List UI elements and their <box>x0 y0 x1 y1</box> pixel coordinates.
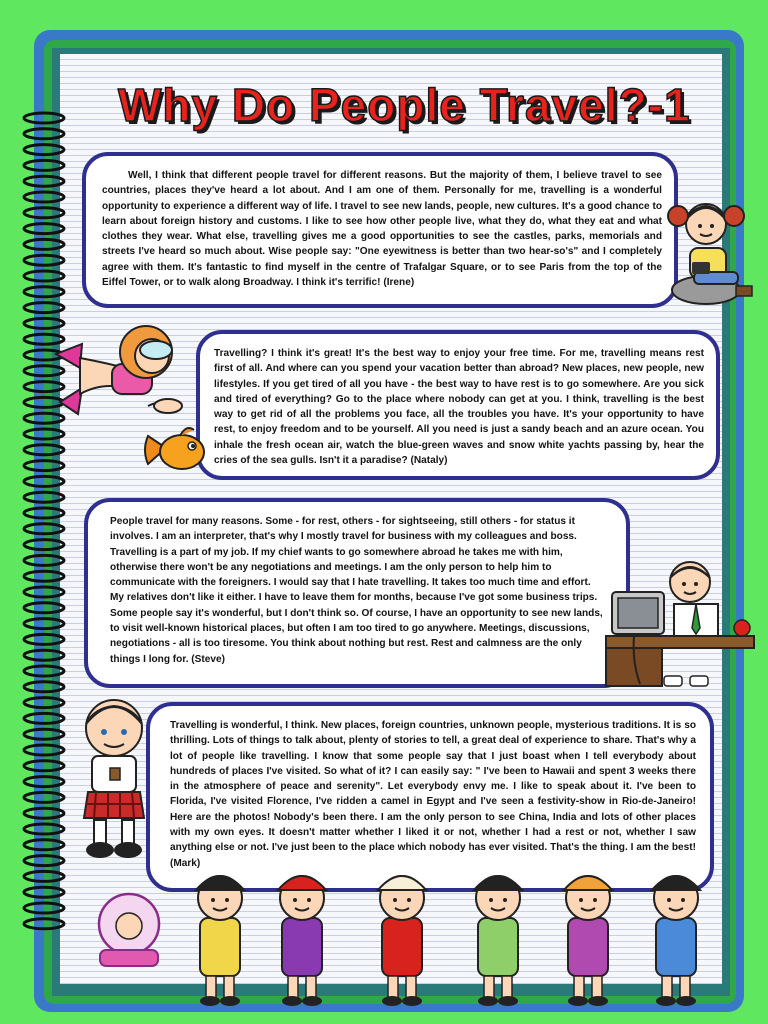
boy-at-desk-computer-icon <box>604 552 756 694</box>
spiral-ring <box>24 603 64 613</box>
spiral-ring <box>24 303 64 313</box>
spiral-ring <box>24 824 64 834</box>
costume-child-5 <box>564 876 612 1006</box>
spiral-ring <box>24 129 64 139</box>
spiral-ring <box>24 492 64 502</box>
spiral-ring <box>24 555 64 565</box>
paragraph-nataly: Travelling? I think it's great! It's the best way to enjoy your free time. For me, travelling means rest first of all. And where can you spend your vacation better than abroad? New places, new people, new lifestyles. If you get tired of all you have - the best way to have rest is to go somewhere. Are you sick and tired of everything? Go to the place where nobody can get at you. I think, travelling is the best way to get rid of all the problems you face, all the troubles you have. It's your opportunity to have rest, to enjoy freedom and to be yourself. All you need is just a sandy beach and an azure ocean. You inhale the fresh ocean air, watch the blue-green waves and snow white yachts passing by, hear the cries of the sea gulls. Isn't it a paradise? (Nataly) <box>214 348 704 467</box>
spiral-ring <box>24 650 64 660</box>
spiral-ring <box>24 840 64 850</box>
goldfish-icon <box>140 418 210 484</box>
costume-child-6 <box>652 876 700 1006</box>
girl-with-camera-icon <box>664 186 760 310</box>
paragraph-steve: People travel for many reasons. Some - for rest, others - for sightseeing, still others - for status it involves. I am an interpreter, that's why I mostly travel for business with my colleagues and boss. Travelling is a part of my job. If my chief wants to go somewhere abroad he takes me with him, otherwise there won't be any negotiations and meetings. I am the only person to help him to communicate with the foreigners. I would say that I hate travelling. It takes too much time and effort. My relatives don't like it either. I have to leave them for months, because I've got some business trips. Some people say it's wonderful, but I don't think so. Of course, I have an opportunity to see new lands, to visit well-known historical places, but often I am too tired to go anywhere. Meetings, discussions, negotiations - all is too tiresome. You think about nothing but rest. Rest and calmness are the only things I long for. (Steve) <box>110 516 603 665</box>
spiral-ring <box>24 476 64 486</box>
spiral-ring <box>24 145 64 155</box>
spiral-ring <box>24 461 64 471</box>
text-box-irene <box>82 152 678 308</box>
spiral-ring <box>24 761 64 771</box>
spiral-ring <box>24 713 64 723</box>
spiral-ring <box>24 682 64 692</box>
spiral-ring <box>24 729 64 739</box>
spiral-ring <box>24 871 64 881</box>
spiral-ring <box>24 160 64 170</box>
costume-child-2 <box>278 876 326 1006</box>
swimmer-girl-icon <box>52 318 192 422</box>
spiral-ring <box>24 271 64 281</box>
text-box-steve <box>84 498 630 688</box>
spiral-ring <box>24 666 64 676</box>
spiral-ring <box>24 634 64 644</box>
paragraph-mark: Travelling is wonderful, I think. New places, foreign countries, unknown people, mysterious traditions. It is so thrilling. Lots of things to talk about, plenty of stories to tell, a great deal of experience to share. That's why a lot of people like travelling. I know that some people say that I just boast when I tell everybody about hundreds of places I've visited. So what of it? I can easily say: " I've been to Hawaii and spent 3 weeks there in the atmosphere of peace and serenity". Let everybody envy me. I like to speak about it. I've been to Florida, I've visited Florence, I've ridden a camel in Egypt and I've seen a festivity-show in Rio-de-Janeiro! Here are the photos! Nobody's been there. I am the only person to see China, India and lots of other places with my own eyes. It doesn't matter whether I liked it or not, whether I had a rest or not, whether I saw anything else or not. I've just been to the place which nobody has ever visited. That's the thing. I am the best! (Mark) <box>170 720 696 869</box>
spiral-ring <box>24 540 64 550</box>
spiral-ring <box>24 619 64 629</box>
spiral-ring <box>24 745 64 755</box>
text-box-nataly <box>196 330 720 480</box>
spiral-ring <box>24 224 64 234</box>
spiral-ring <box>24 429 64 439</box>
spiral-ring <box>24 571 64 581</box>
page-title: Why Do People Travel?-1 <box>118 79 691 131</box>
spiral-ring <box>24 255 64 265</box>
costume-child-4 <box>474 876 522 1006</box>
spiral-ring <box>24 777 64 787</box>
costume-child-1 <box>196 876 244 1006</box>
paragraph-irene: Well, I think that different people travel for different reasons. But the majority of them, I believe travel to see countries, places they've heard a lot about. And I am one of them. Personally for me, travelling is a wonderful opportunity to experience a different way of life. I travel to see new lands, people, new cultures. It's a good chance to learn about foreign history and customs. I like to see how other people live, what they do, what they eat and what clothes they wear. What else, travelling gives me a good opportunities to see the castles, parks, memorials and streets I've heard so much about. Wise people say: "One eyewitness is better than two hear-so's" and I completely agree with them. It's fantastic to find myself in the centre of Trafalgar Square, or to see Paris from the top of the Eiffel Tower, or to walk along Broadway. I think it's terrific! (Irene) <box>102 170 662 289</box>
boy-in-kilt-icon <box>72 694 156 866</box>
graphics-club-logo <box>92 890 166 970</box>
spiral-ring <box>24 698 64 708</box>
spiral-ring <box>24 587 64 597</box>
spiral-ring <box>24 192 64 202</box>
spiral-ring <box>24 887 64 897</box>
costume-child-3 <box>378 876 426 1006</box>
spiral-ring <box>24 208 64 218</box>
spiral-ring <box>24 808 64 818</box>
spiral-ring <box>24 239 64 249</box>
spiral-ring <box>24 856 64 866</box>
spiral-ring <box>24 919 64 929</box>
spiral-ring <box>24 113 64 123</box>
spiral-ring <box>24 524 64 534</box>
spiral-ring <box>24 792 64 802</box>
spiral-ring <box>24 176 64 186</box>
spiral-ring <box>24 445 64 455</box>
spiral-ring <box>24 508 64 518</box>
spiral-ring <box>24 287 64 297</box>
spiral-ring <box>24 903 64 913</box>
children-in-national-costumes-icon <box>180 860 720 1010</box>
spiral-binding-icon <box>14 110 70 940</box>
